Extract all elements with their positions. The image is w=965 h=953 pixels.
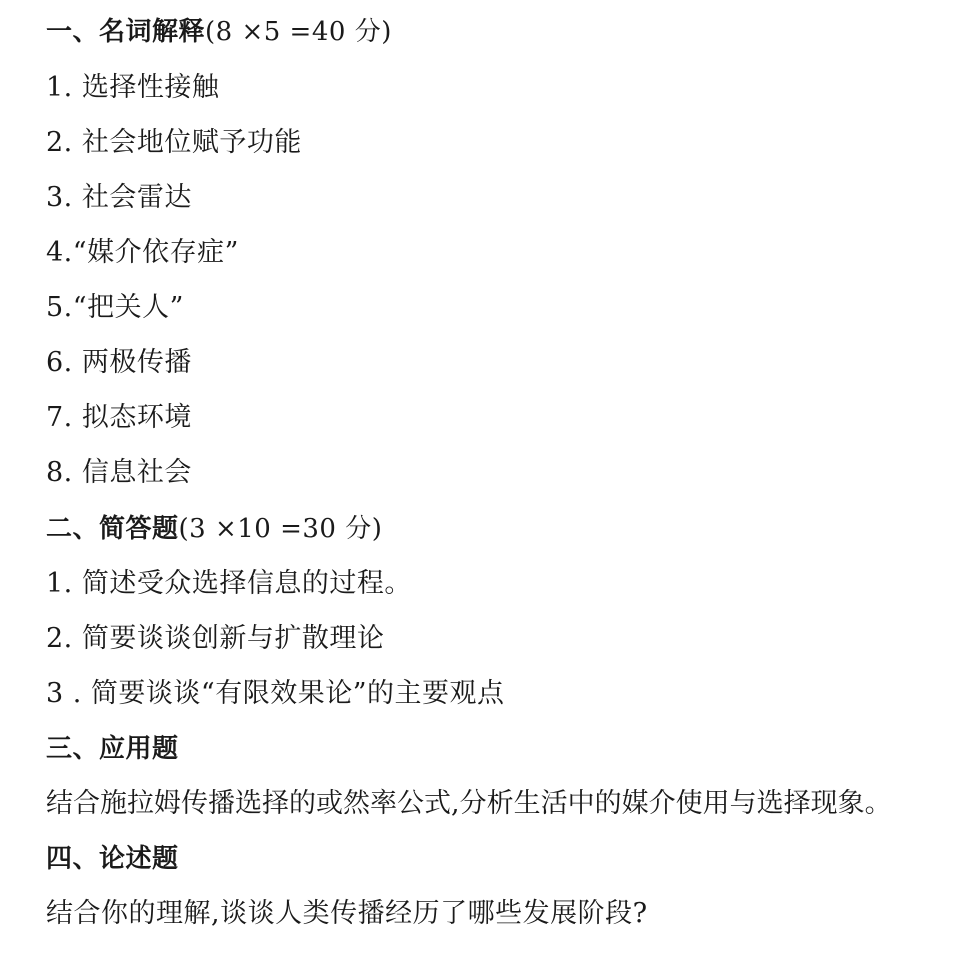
section-2-heading (46, 511, 382, 547)
section-1-item-1: 1. 选择性接触 (46, 72, 220, 103)
section-4-title: 四、论述题 (46, 844, 179, 874)
section-2-item-1: 1. 简述受众选择信息的过程。 (46, 568, 412, 599)
section-3-heading (46, 731, 179, 767)
section-1-item-7: 7. 拟态环境 (46, 402, 192, 433)
section-2-title: 二、简答题 (46, 514, 179, 544)
section-2-item-2: 2. 简要谈谈创新与扩散理论 (46, 623, 385, 654)
section-1-item-5: 5.“把关人” (46, 292, 184, 323)
section-1-item-6: 6. 两极传播 (46, 347, 192, 378)
section-1-heading (46, 14, 392, 50)
section-4-heading (46, 841, 179, 877)
section-1-item-2: 2. 社会地位赋予功能 (46, 127, 302, 158)
section-1-item-4: 4.“媒介依存症” (46, 237, 239, 268)
section-3-item-1: 结合施拉姆传播选择的或然率公式,分析生活中的媒介使用与选择现象。 (46, 788, 892, 819)
section-3-title: 三、应用题 (46, 734, 179, 764)
section-1-score: (8 ×5 =40 分) (205, 17, 392, 47)
section-2-score: (3 ×10 =30 分) (178, 514, 383, 544)
section-4-item-1: 结合你的理解,谈谈人类传播经历了哪些发展阶段? (46, 898, 648, 929)
section-1-item-3: 3. 社会雷达 (46, 182, 192, 213)
section-1-title: 一、名词解释 (46, 17, 206, 47)
section-2-item-3: 3 . 简要谈谈“有限效果论”的主要观点 (46, 678, 505, 709)
section-1-item-8: 8. 信息社会 (46, 457, 192, 488)
